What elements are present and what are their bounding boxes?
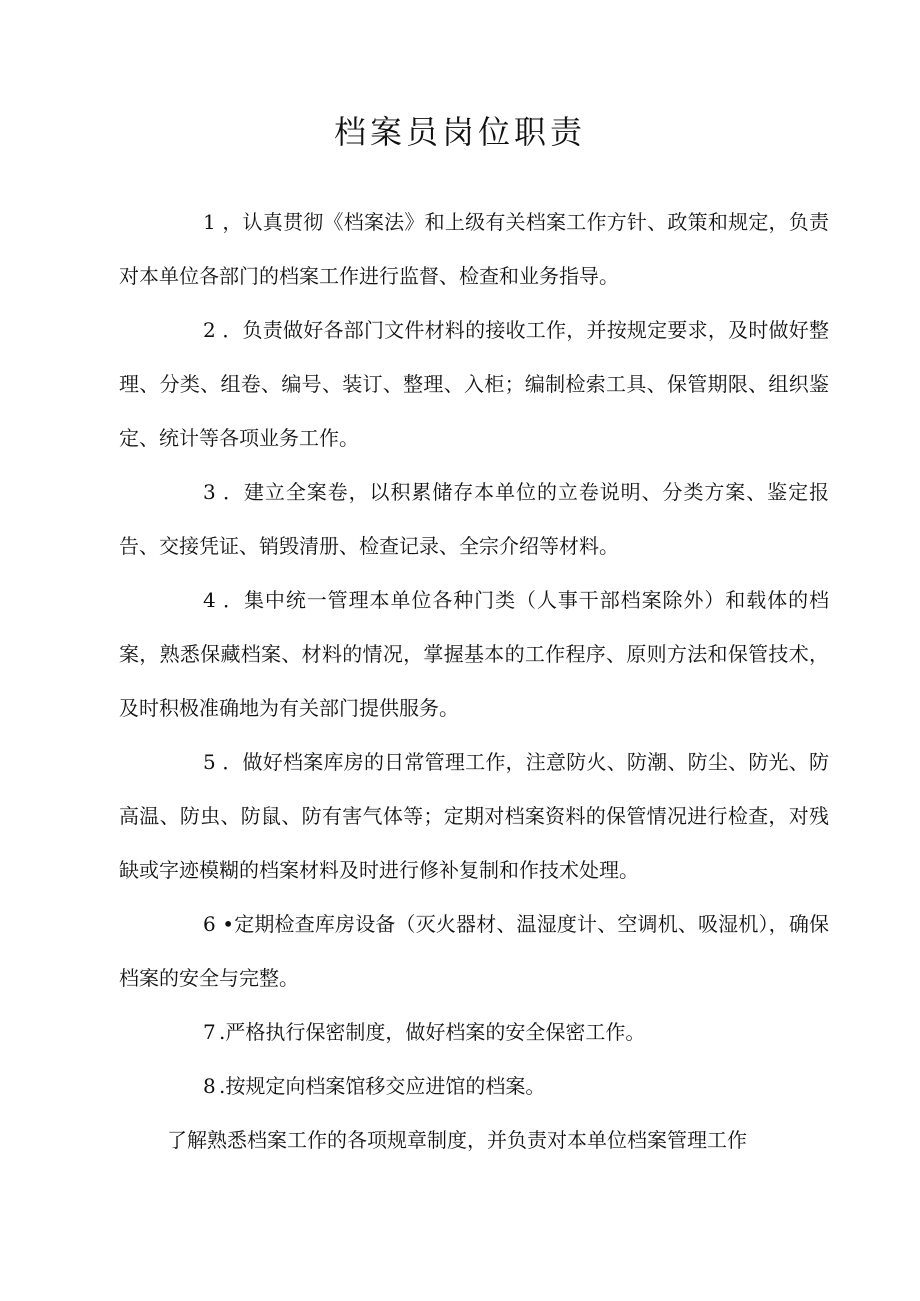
item-number: 6 <box>203 912 216 936</box>
item-text: ．集中统一管理本单位各种门类（人事干部档案除外）和载体的档案，熟悉保藏档案、材料的情况，掌握基本的工作程序、原则方法和保管技术，及时积极准确地为有关部门提供服务。 <box>119 588 830 720</box>
item-text: .按规定向档案馆移交应进馆的档案。 <box>219 1074 546 1098</box>
closing-paragraph: 了解熟悉档案工作的各项规章制度，并负责对本单位档案管理工作 <box>167 1128 747 1152</box>
list-item <box>119 1005 829 1059</box>
item-number: 2 <box>203 318 216 342</box>
page-title: 档案员岗位职责 <box>333 113 586 151</box>
item-number: 4 <box>203 588 216 612</box>
item-text: ，认真贯彻《档案法》和上级有关档案工作方针、政策和规定，负责对本单位各部门的档案工作进行监督、检查和业务指导。 <box>119 210 830 288</box>
list-item <box>119 465 829 573</box>
list-item <box>119 195 829 303</box>
list-item <box>119 897 829 1005</box>
item-number: 5 <box>203 750 216 774</box>
item-text: .严格执行保密制度，做好档案的安全保密工作。 <box>219 1020 646 1044</box>
item-number: 1 <box>203 210 216 234</box>
item-number: 3 <box>203 480 216 504</box>
item-number: 8 <box>203 1074 216 1098</box>
list-item <box>119 1059 829 1113</box>
document-body <box>119 195 829 1167</box>
item-number: 7 <box>203 1020 216 1044</box>
item-text: ．做好档案库房的日常管理工作，注意防火、防潮、防尘、防光、防高温、防虫、防鼠、防有害气体等；定期对档案资料的保管情况进行检查，对残缺或字迹模糊的档案材料及时进行修补复制和作技术处理。 <box>119 750 830 882</box>
item-text: ．建立全案卷，以积累储存本单位的立卷说明、分类方案、鉴定报告、交接凭证、销毁清册、检查记录、全宗介绍等材料。 <box>119 480 830 558</box>
list-item <box>119 303 829 465</box>
item-text: ．负责做好各部门文件材料的接收工作，并按规定要求，及时做好整理、分类、组卷、编号、装订、整理、入柜；编制检索工具、保管期限、组织鉴定、统计等各项业务工作。 <box>119 318 830 450</box>
list-item <box>119 573 829 735</box>
list-item <box>119 735 829 897</box>
item-text: •定期检查库房设备（灭火器材、温湿度计、空调机、吸湿机），确保档案的安全与完整。 <box>119 912 830 990</box>
